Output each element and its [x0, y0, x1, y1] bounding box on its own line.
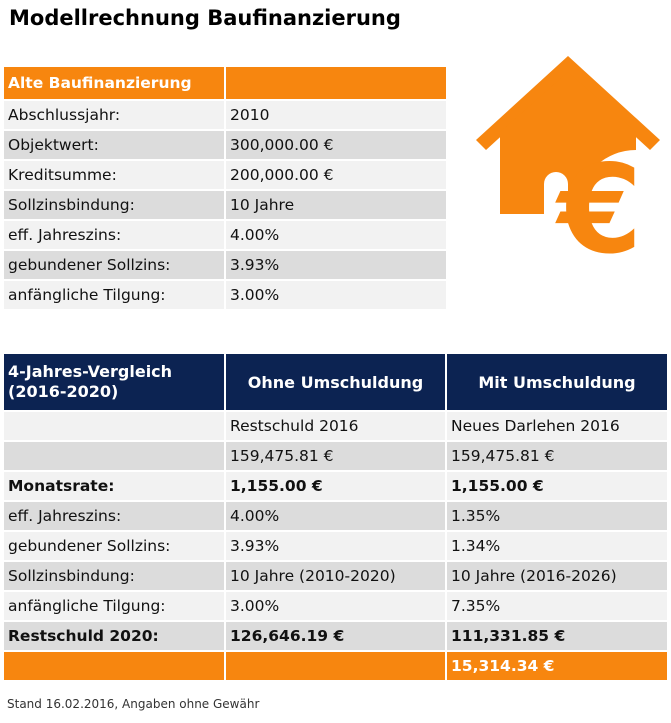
row-value: 10 Jahre	[225, 190, 446, 220]
savings-empty-1	[4, 651, 225, 681]
row-label	[4, 441, 225, 471]
table-row	[4, 591, 667, 621]
table-row	[4, 250, 446, 280]
value-without: 10 Jahre (2010-2020)	[225, 561, 446, 591]
row-label: gebundener Sollzins:	[4, 250, 225, 280]
value-without: Restschuld 2016	[225, 411, 446, 441]
table-row	[4, 621, 667, 651]
row-label: Abschlussjahr:	[4, 100, 225, 130]
table-row	[4, 411, 667, 441]
row-label: Kreditsumme:	[4, 160, 225, 190]
value-without: 126,646.19 €	[225, 621, 446, 651]
row-label: eff. Jahreszins:	[4, 220, 225, 250]
svg-text:€: €	[557, 139, 643, 268]
table-row	[4, 220, 446, 250]
row-value: 200,000.00 €	[225, 160, 446, 190]
row-value: 2010	[225, 100, 446, 130]
comparison-table	[4, 354, 667, 682]
page-title: Modellrechnung Baufinanzierung	[9, 6, 401, 30]
column-header-with: Mit Umschuldung	[446, 354, 667, 411]
row-label: Monatsrate:	[4, 471, 225, 501]
value-with: 1.35%	[446, 501, 667, 531]
comparison-header-line1: 4-Jahres-Vergleich	[8, 362, 173, 381]
value-with: 1,155.00 €	[446, 471, 667, 501]
savings-empty-2	[225, 651, 446, 681]
value-without: 4.00%	[225, 501, 446, 531]
value-with: 7.35%	[446, 591, 667, 621]
row-label: anfängliche Tilgung:	[4, 280, 225, 310]
footnote: Stand 16.02.2016, Angaben ohne Gewähr	[7, 697, 260, 711]
value-without: 1,155.00 €	[225, 471, 446, 501]
table-row	[4, 130, 446, 160]
value-with: Neues Darlehen 2016	[446, 411, 667, 441]
value-with: 111,331.85 €	[446, 621, 667, 651]
row-label: Sollzinsbindung:	[4, 190, 225, 220]
old-loan-header-empty	[225, 67, 446, 100]
comparison-header-row	[4, 354, 667, 411]
old-loan-header: Alte Baufinanzierung	[4, 67, 225, 100]
savings-row	[4, 651, 667, 681]
row-label: eff. Jahreszins:	[4, 501, 225, 531]
row-value: 3.00%	[225, 280, 446, 310]
value-without: 159,475.81 €	[225, 441, 446, 471]
table-row	[4, 561, 667, 591]
value-with: 10 Jahre (2016-2026)	[446, 561, 667, 591]
table-row	[4, 471, 667, 501]
table-row	[4, 280, 446, 310]
value-with: 159,475.81 €	[446, 441, 667, 471]
old-loan-table	[4, 67, 446, 311]
old-loan-header-row	[4, 67, 446, 100]
table-row	[4, 501, 667, 531]
row-label: Sollzinsbindung:	[4, 561, 225, 591]
row-label: anfängliche Tilgung:	[4, 591, 225, 621]
value-without: 3.00%	[225, 591, 446, 621]
table-row	[4, 531, 667, 561]
table-row	[4, 100, 446, 130]
row-value: 4.00%	[225, 220, 446, 250]
table-row	[4, 160, 446, 190]
comparison-header-period	[4, 354, 225, 411]
house-euro-icon	[470, 54, 666, 268]
row-value: 3.93%	[225, 250, 446, 280]
table-row	[4, 441, 667, 471]
row-label: Objektwert:	[4, 130, 225, 160]
value-with: 1.34%	[446, 531, 667, 561]
row-value: 300,000.00 €	[225, 130, 446, 160]
savings-value: 15,314.34 €	[446, 651, 667, 681]
row-label: gebundener Sollzins:	[4, 531, 225, 561]
value-without: 3.93%	[225, 531, 446, 561]
row-label	[4, 411, 225, 441]
row-label: Restschuld 2020:	[4, 621, 225, 651]
column-header-without: Ohne Umschuldung	[225, 354, 446, 411]
comparison-header-line2: (2016-2020)	[8, 382, 119, 401]
table-row	[4, 190, 446, 220]
